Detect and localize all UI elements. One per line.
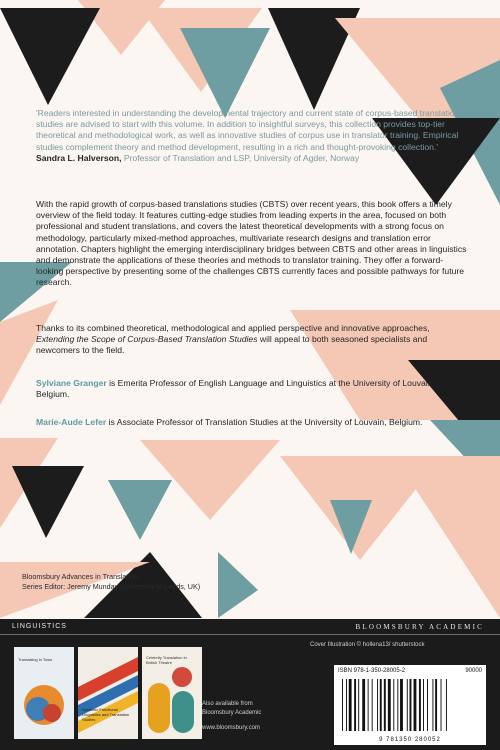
book-title: Translating in Town <box>18 657 53 662</box>
barcode-box <box>334 665 486 745</box>
publisher-bar <box>0 619 500 750</box>
appeal-text-end: will appeal to both seasoned specialists and newcomers to the field. <box>36 334 428 356</box>
triangle-black <box>0 8 100 105</box>
publisher-strip <box>0 619 500 635</box>
triangle-peach <box>394 456 500 618</box>
related-book-cover[interactable] <box>142 647 202 739</box>
isbn-text: ISBN 978-1-350-28005-2 <box>338 668 406 674</box>
series-info <box>22 572 200 592</box>
appeal-paragraph <box>36 323 468 357</box>
barcode-number: 9 781350 280052 <box>379 737 441 743</box>
book-title-reference: Extending the Scope of Corpus-Based Translation Studies <box>36 334 258 345</box>
review-quote <box>36 108 468 164</box>
author-bio <box>36 417 468 428</box>
triangle-teal <box>218 552 258 618</box>
related-book-cover[interactable] <box>14 647 74 739</box>
author-bio-text: is Emerita Professor of English Language and Linguistics at the University of Louvain, Belgium. <box>36 378 435 400</box>
publisher-name: BLOOMSBURY ACADEMIC <box>355 623 484 631</box>
barcode-bars <box>340 679 480 731</box>
cover-art <box>78 647 138 739</box>
quote-text: 'Readers interested in understanding the developmental trajectory and current state of corpus-based translation studies are advised to start with this volume. In addition to insightful surveys, this collection provides top-tier theoretical and methodological work, as well as innovative studies of corpus use in translator training. Empirical studies complement theory and method development, resulting in a rich and thought-provoking collection.' <box>36 108 460 152</box>
triangle-teal <box>108 480 172 540</box>
series-name: Bloomsbury Advances in Translation <box>22 572 138 581</box>
author-bio <box>36 378 468 400</box>
also-available-label: Also available from <box>202 701 253 707</box>
book-title: Systemic Functional Linguistics and Translation Studies <box>82 707 130 722</box>
related-book-cover[interactable] <box>78 647 138 739</box>
subject-label: LINGUISTICS <box>12 623 67 630</box>
publisher-website[interactable]: www.bloomsbury.com <box>202 725 260 731</box>
description-paragraph: With the rapid growth of corpus-based translations studies (CBTS) over recent years, this book offers a timely overview of the field today. It features cutting-edge studies from leading experts in the area, focused on both professional and student translations, and covers the latest theoretical developments with a strong focus on methodology, particularly mixed-method approaches, multivariate research designs and translation error annotation. Chapters highlight the emerging interdisciplinary bridges between CBTS and other areas in linguistics and demonstrate the applications of these theories and methods to translator training. They offer a forward-looking perspective by presenting some of the challenges CBTS currently faces and possible pathways for future research. <box>36 199 467 288</box>
triangle-black <box>12 466 84 538</box>
quote-affiliation: Professor of Translation and LSP, University of Agder, Norway <box>121 152 360 163</box>
author-name: Sylviane Granger <box>36 378 107 388</box>
cover-credit: Cover Illustration © hollena13/ shutterstock <box>310 642 425 648</box>
book-title: Celebrity Translation in British Theatre <box>146 655 187 665</box>
author-bio-text: is Associate Professor of Translation Studies at the University of Louvain, Belgium. <box>106 417 423 427</box>
series-editor: Series Editor: Jeremy Munday (University of Leeds, UK) <box>22 582 201 591</box>
author-name: Marie-Aude Lefer <box>36 417 107 427</box>
appeal-text-start: Thanks to its combined theoretical, methodological and applied perspective and innovative approaches, <box>36 323 430 333</box>
price-code: 90000 <box>465 668 482 674</box>
also-available-publisher: Bloomsbury Academic <box>202 710 262 716</box>
quote-author: Sandra L. Halverson, <box>36 152 122 163</box>
